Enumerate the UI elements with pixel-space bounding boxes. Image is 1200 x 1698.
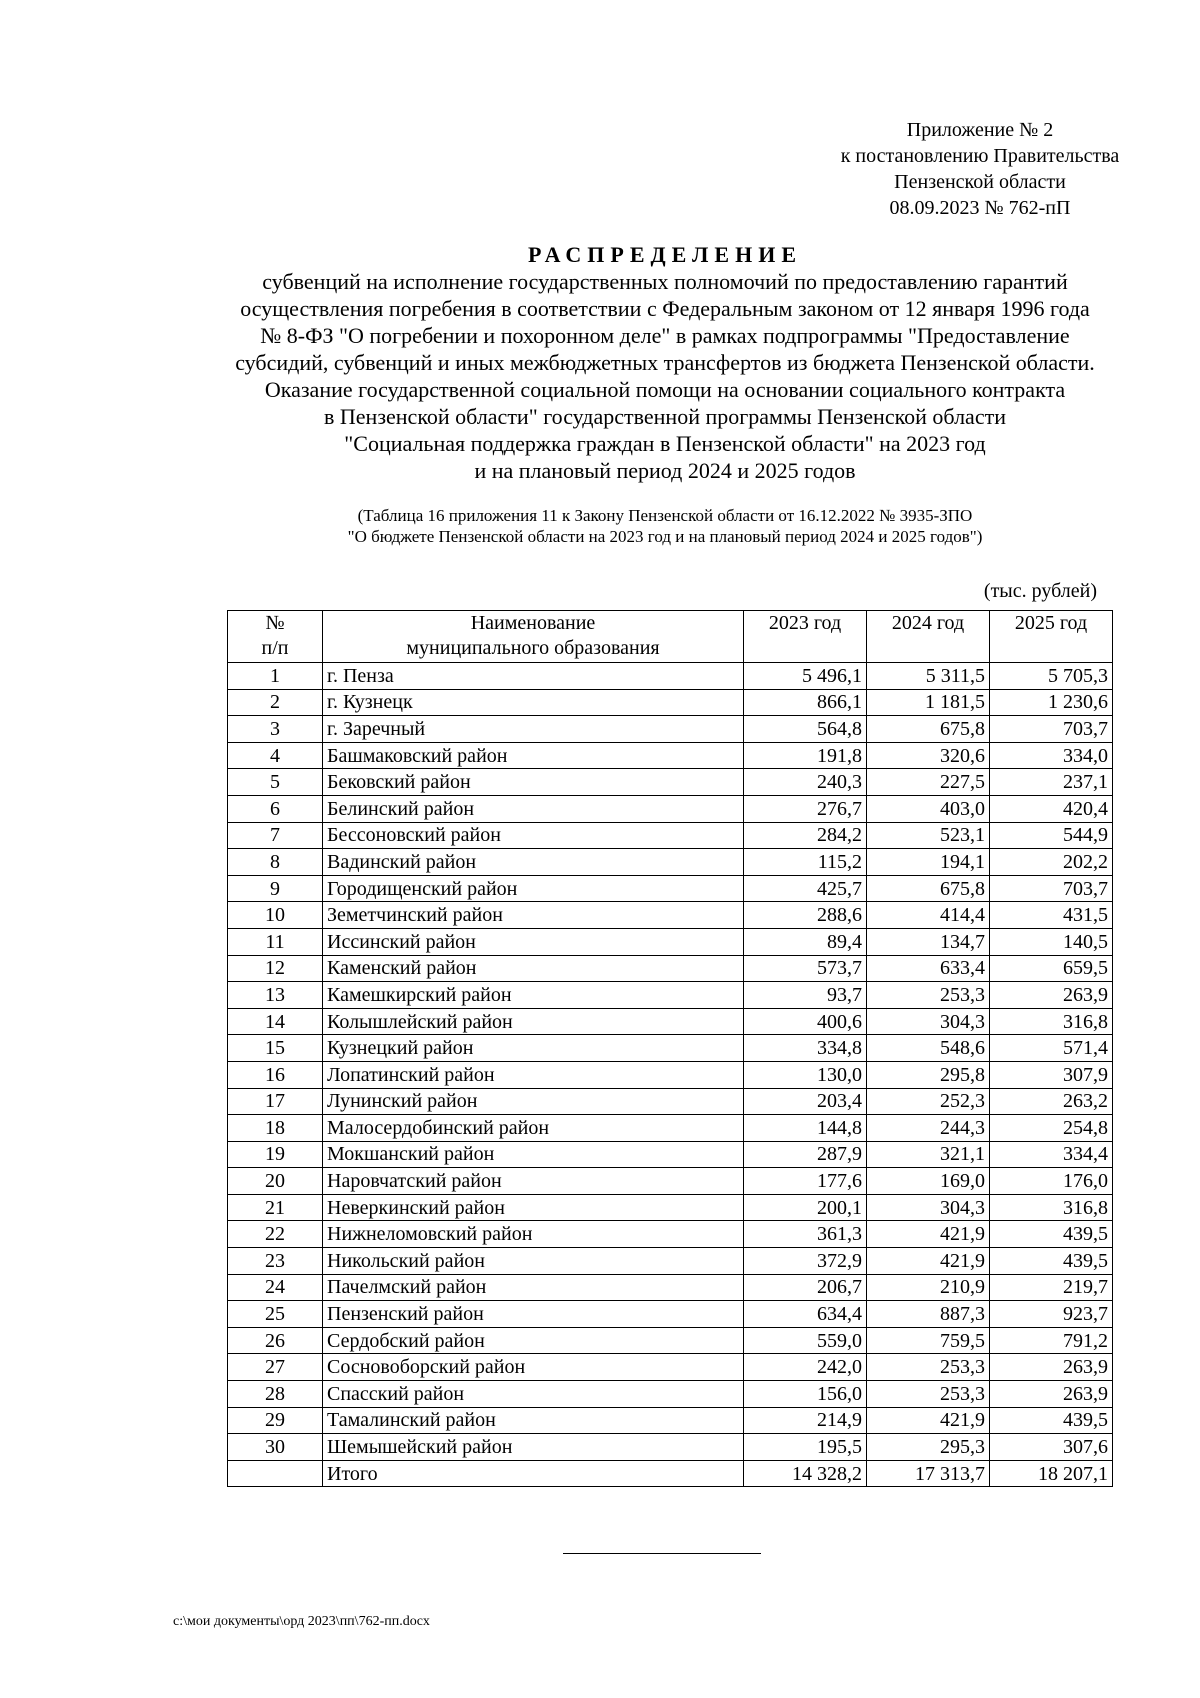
cell-name: г. Пенза <box>323 663 744 690</box>
cell-number: 14 <box>228 1008 323 1035</box>
table-row <box>228 1221 1113 1248</box>
table-row <box>228 716 1113 743</box>
table-row <box>228 902 1113 929</box>
document-title: РАСПРЕДЕЛЕНИЕ <box>527 242 802 267</box>
cell-2025: 202,2 <box>990 849 1113 876</box>
total-row <box>228 1460 1113 1487</box>
cell-number: 17 <box>228 1088 323 1115</box>
cell-name: Мокшанский район <box>323 1141 744 1168</box>
cell-2023: 203,4 <box>744 1088 867 1115</box>
cell-2024: 304,3 <box>867 1194 990 1221</box>
cell-number: 9 <box>228 875 323 902</box>
cell-2025: 219,7 <box>990 1274 1113 1301</box>
total-label: Итого <box>323 1460 744 1487</box>
header-name-line: Наименование <box>470 612 596 634</box>
cell-2024: 421,9 <box>867 1407 990 1434</box>
cell-2025: 439,5 <box>990 1248 1113 1275</box>
cell-2025: 420,4 <box>990 795 1113 822</box>
subtitle-line: субвенций на исполнение государственных полномочий по предоставлению гарантий <box>262 269 1068 294</box>
cell-number: 13 <box>228 982 323 1009</box>
cell-2025: 237,1 <box>990 769 1113 796</box>
table-row <box>228 1194 1113 1221</box>
cell-2023: 564,8 <box>744 716 867 743</box>
distribution-table <box>227 610 1113 1487</box>
cell-2023: 240,3 <box>744 769 867 796</box>
cell-number: 18 <box>228 1115 323 1142</box>
cell-2025: 334,4 <box>990 1141 1113 1168</box>
table-row <box>228 822 1113 849</box>
cell-2024: 169,0 <box>867 1168 990 1195</box>
cell-number: 20 <box>228 1168 323 1195</box>
table-row <box>228 1141 1113 1168</box>
cell-2025: 263,9 <box>990 1354 1113 1381</box>
cell-number: 27 <box>228 1354 323 1381</box>
cell-2025: 5 705,3 <box>990 663 1113 690</box>
cell-number: 21 <box>228 1194 323 1221</box>
cell-name: Пачелмский район <box>323 1274 744 1301</box>
cell-2023: 191,8 <box>744 742 867 769</box>
table-row <box>228 928 1113 955</box>
cell-2025: 140,5 <box>990 928 1113 955</box>
table-header-row <box>228 611 1113 663</box>
cell-number: 2 <box>228 689 323 716</box>
cell-2025: 791,2 <box>990 1327 1113 1354</box>
table-row <box>228 849 1113 876</box>
subtitle-line: в Пензенской области" государственной программы Пензенской области <box>324 404 1006 429</box>
cell-name: Кузнецкий район <box>323 1035 744 1062</box>
cell-name: Лунинский район <box>323 1088 744 1115</box>
table-row <box>228 1434 1113 1461</box>
cell-2024: 421,9 <box>867 1221 990 1248</box>
cell-2024: 675,8 <box>867 875 990 902</box>
cell-2023: 559,0 <box>744 1327 867 1354</box>
table-row <box>228 1008 1113 1035</box>
cell-2024: 633,4 <box>867 955 990 982</box>
cell-name: Лопатинский район <box>323 1061 744 1088</box>
cell-name: Камешкирский район <box>323 982 744 1009</box>
table-row <box>228 1168 1113 1195</box>
table-row <box>228 1061 1113 1088</box>
cell-2024: 675,8 <box>867 716 990 743</box>
cell-number: 24 <box>228 1274 323 1301</box>
cell-2024: 304,3 <box>867 1008 990 1035</box>
cell-2023: 288,6 <box>744 902 867 929</box>
cell-name: Каменский район <box>323 955 744 982</box>
cell-number: 1 <box>228 663 323 690</box>
cell-2025: 659,5 <box>990 955 1113 982</box>
header-2025: 2025 год <box>990 611 1113 663</box>
source-line: (Таблица 16 приложения 11 к Закону Пензенской области от 16.12.2022 № 3935-ЗПО <box>357 506 973 525</box>
annex-line: Приложение № 2 <box>906 119 1054 141</box>
cell-name: Малосердобинский район <box>323 1115 744 1142</box>
table-row <box>228 1354 1113 1381</box>
cell-2024: 253,3 <box>867 1354 990 1381</box>
cell-number: 23 <box>228 1248 323 1275</box>
subtitle-line: Оказание государственной социальной помощи на основании социального контракта <box>264 377 1066 402</box>
header-2024: 2024 год <box>867 611 990 663</box>
cell-2024: 227,5 <box>867 769 990 796</box>
table-row <box>228 1301 1113 1328</box>
cell-2023: 93,7 <box>744 982 867 1009</box>
cell-name: Вадинский район <box>323 849 744 876</box>
cell-name: Бессоновский район <box>323 822 744 849</box>
cell-2023: 573,7 <box>744 955 867 982</box>
table-row <box>228 875 1113 902</box>
cell-name: Бековский район <box>323 769 744 796</box>
cell-name: Неверкинский район <box>323 1194 744 1221</box>
cell-name: Земетчинский район <box>323 902 744 929</box>
total-2023: 14 328,2 <box>744 1460 867 1487</box>
cell-number: 25 <box>228 1301 323 1328</box>
cell-2024: 321,1 <box>867 1141 990 1168</box>
cell-2025: 254,8 <box>990 1115 1113 1142</box>
cell-name: Башмаковский район <box>323 742 744 769</box>
table-row <box>228 742 1113 769</box>
cell-2023: 214,9 <box>744 1407 867 1434</box>
cell-2023: 89,4 <box>744 928 867 955</box>
cell-2023: 5 496,1 <box>744 663 867 690</box>
cell-2025: 571,4 <box>990 1035 1113 1062</box>
cell-number: 6 <box>228 795 323 822</box>
table-row <box>228 689 1113 716</box>
cell-name: Колышлейский район <box>323 1008 744 1035</box>
units-label: (тыс. рублей) <box>983 580 1097 602</box>
cell-name: Белинский район <box>323 795 744 822</box>
subtitle-line: субсидий, субвенций и иных межбюджетных трансфертов из бюджета Пензенской области. <box>235 350 1095 375</box>
cell-name: Сосновоборский район <box>323 1354 744 1381</box>
table-row <box>228 1248 1113 1275</box>
cell-2023: 372,9 <box>744 1248 867 1275</box>
annex-line: Пензенской области <box>894 171 1066 193</box>
table-row <box>228 955 1113 982</box>
table-row <box>228 795 1113 822</box>
cell-number: 8 <box>228 849 323 876</box>
cell-number: 26 <box>228 1327 323 1354</box>
cell-2025: 544,9 <box>990 822 1113 849</box>
cell-2023: 156,0 <box>744 1381 867 1408</box>
cell-2023: 115,2 <box>744 849 867 876</box>
closing-rule <box>563 1553 761 1554</box>
cell-2023: 425,7 <box>744 875 867 902</box>
cell-2024: 252,3 <box>867 1088 990 1115</box>
cell-name: Никольский район <box>323 1248 744 1275</box>
cell-2025: 263,9 <box>990 1381 1113 1408</box>
cell-name: Сердобский район <box>323 1327 744 1354</box>
cell-2025: 176,0 <box>990 1168 1113 1195</box>
cell-number: 3 <box>228 716 323 743</box>
table-row <box>228 1407 1113 1434</box>
cell-number: 30 <box>228 1434 323 1461</box>
cell-2025: 439,5 <box>990 1407 1113 1434</box>
header-number <box>228 611 323 663</box>
cell-2024: 421,9 <box>867 1248 990 1275</box>
cell-2024: 887,3 <box>867 1301 990 1328</box>
cell-2025: 316,8 <box>990 1194 1113 1221</box>
cell-name: Наровчатский район <box>323 1168 744 1195</box>
cell-2025: 431,5 <box>990 902 1113 929</box>
total-2024: 17 313,7 <box>867 1460 990 1487</box>
cell-2025: 307,9 <box>990 1061 1113 1088</box>
cell-number <box>228 1460 323 1487</box>
table-row <box>228 663 1113 690</box>
cell-2023: 361,3 <box>744 1221 867 1248</box>
cell-2024: 253,3 <box>867 1381 990 1408</box>
cell-2023: 144,8 <box>744 1115 867 1142</box>
header-2023: 2023 год <box>744 611 867 663</box>
cell-2023: 206,7 <box>744 1274 867 1301</box>
cell-2023: 334,8 <box>744 1035 867 1062</box>
cell-2024: 523,1 <box>867 822 990 849</box>
cell-2023: 284,2 <box>744 822 867 849</box>
subtitle-line: и на плановый период 2024 и 2025 годов <box>474 458 856 483</box>
cell-number: 7 <box>228 822 323 849</box>
cell-2024: 244,3 <box>867 1115 990 1142</box>
cell-number: 15 <box>228 1035 323 1062</box>
cell-number: 5 <box>228 769 323 796</box>
table-body <box>228 663 1113 1487</box>
cell-2024: 320,6 <box>867 742 990 769</box>
cell-2023: 400,6 <box>744 1008 867 1035</box>
cell-name: Иссинский район <box>323 928 744 955</box>
table-row <box>228 1115 1113 1142</box>
table-row <box>228 1035 1113 1062</box>
cell-number: 28 <box>228 1381 323 1408</box>
cell-2024: 194,1 <box>867 849 990 876</box>
header-name <box>323 611 744 663</box>
cell-2024: 414,4 <box>867 902 990 929</box>
cell-2024: 295,8 <box>867 1061 990 1088</box>
source-reference <box>180 505 1150 547</box>
cell-2025: 1 230,6 <box>990 689 1113 716</box>
cell-2025: 703,7 <box>990 875 1113 902</box>
table-row <box>228 1088 1113 1115</box>
annex-block <box>820 117 1140 221</box>
cell-number: 12 <box>228 955 323 982</box>
cell-name: г. Заречный <box>323 716 744 743</box>
cell-number: 22 <box>228 1221 323 1248</box>
cell-2023: 195,5 <box>744 1434 867 1461</box>
table-row <box>228 982 1113 1009</box>
cell-number: 10 <box>228 902 323 929</box>
cell-name: Тамалинский район <box>323 1407 744 1434</box>
cell-name: г. Кузнецк <box>323 689 744 716</box>
cell-2025: 703,7 <box>990 716 1113 743</box>
cell-2025: 307,6 <box>990 1434 1113 1461</box>
cell-2024: 759,5 <box>867 1327 990 1354</box>
cell-2024: 5 311,5 <box>867 663 990 690</box>
cell-2023: 200,1 <box>744 1194 867 1221</box>
cell-2023: 276,7 <box>744 795 867 822</box>
cell-2024: 295,3 <box>867 1434 990 1461</box>
cell-2023: 130,0 <box>744 1061 867 1088</box>
table-row <box>228 1274 1113 1301</box>
cell-2025: 334,0 <box>990 742 1113 769</box>
cell-2023: 177,6 <box>744 1168 867 1195</box>
annex-line: 08.09.2023 № 762-пП <box>889 197 1071 219</box>
cell-number: 29 <box>228 1407 323 1434</box>
header-number-line: № <box>265 612 285 634</box>
cell-number: 11 <box>228 928 323 955</box>
table-row <box>228 1327 1113 1354</box>
cell-2023: 242,0 <box>744 1354 867 1381</box>
cell-2024: 210,9 <box>867 1274 990 1301</box>
cell-name: Городищенский район <box>323 875 744 902</box>
header-name-line: муниципального образования <box>406 637 660 659</box>
cell-name: Нижнеломовский район <box>323 1221 744 1248</box>
cell-2025: 923,7 <box>990 1301 1113 1328</box>
cell-number: 19 <box>228 1141 323 1168</box>
cell-2023: 866,1 <box>744 689 867 716</box>
cell-2025: 316,8 <box>990 1008 1113 1035</box>
cell-2025: 439,5 <box>990 1221 1113 1248</box>
cell-2024: 403,0 <box>867 795 990 822</box>
cell-2024: 134,7 <box>867 928 990 955</box>
cell-2024: 1 181,5 <box>867 689 990 716</box>
cell-name: Пензенский район <box>323 1301 744 1328</box>
total-2025: 18 207,1 <box>990 1460 1113 1487</box>
cell-2025: 263,9 <box>990 982 1113 1009</box>
table-row <box>228 1381 1113 1408</box>
subtitle-line: осуществления погребения в соответствии с Федеральным законом от 12 января 1996 года <box>240 296 1090 321</box>
cell-2023: 634,4 <box>744 1301 867 1328</box>
file-path: c:\мои документы\орд 2023\пп\762-пп.docx <box>173 1614 430 1629</box>
cell-name: Шемышейский район <box>323 1434 744 1461</box>
cell-name: Спасский район <box>323 1381 744 1408</box>
subtitle-line: № 8-ФЗ "О погребении и похоронном деле" в рамках подпрограммы "Предоставление <box>260 323 1070 348</box>
cell-number: 4 <box>228 742 323 769</box>
document-subtitle <box>160 268 1170 484</box>
cell-2023: 287,9 <box>744 1141 867 1168</box>
cell-2024: 548,6 <box>867 1035 990 1062</box>
subtitle-line: "Социальная поддержка граждан в Пензенской области" на 2023 год <box>344 431 986 456</box>
cell-2024: 253,3 <box>867 982 990 1009</box>
cell-number: 16 <box>228 1061 323 1088</box>
table-row <box>228 769 1113 796</box>
annex-line: к постановлению Правительства <box>840 145 1120 167</box>
source-line: "О бюджете Пензенской области на 2023 год и на плановый период 2024 и 2025 годов") <box>347 527 983 546</box>
cell-2025: 263,2 <box>990 1088 1113 1115</box>
header-number-line: п/п <box>261 637 289 659</box>
